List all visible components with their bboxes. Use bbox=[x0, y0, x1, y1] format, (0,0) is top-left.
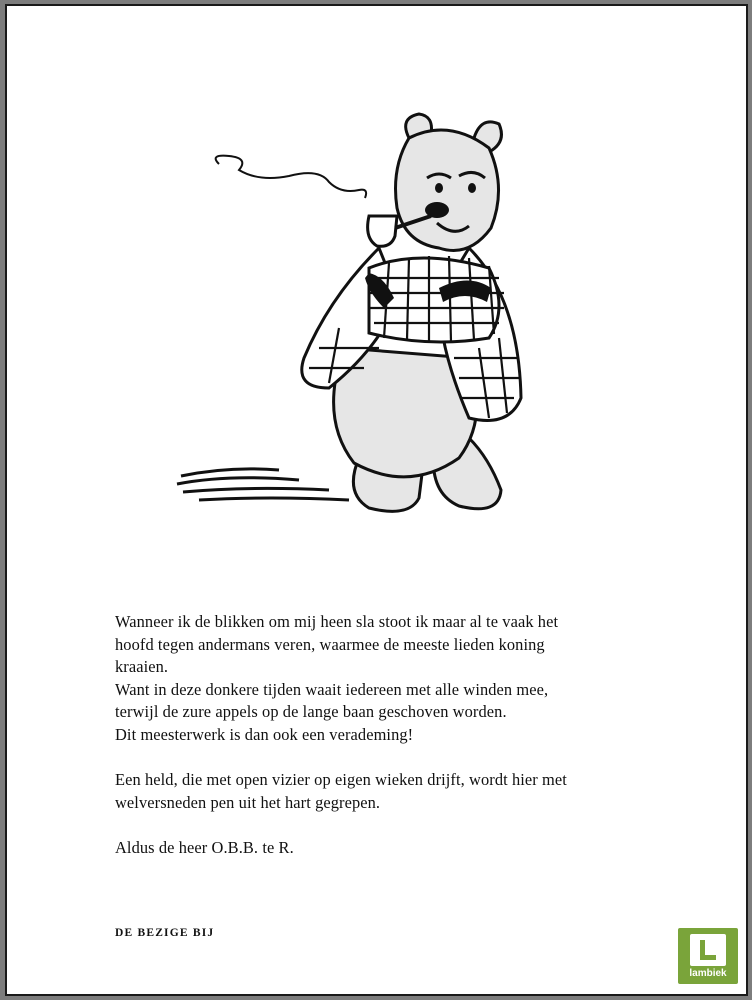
watermark-label: lambiek bbox=[689, 968, 727, 979]
blurb-line: welversneden pen uit het hart gegrepen. bbox=[115, 792, 381, 812]
book-back-cover bbox=[5, 4, 748, 996]
pipe-smoke bbox=[216, 156, 366, 198]
blurb-line: kraaien. bbox=[115, 657, 169, 677]
blurb-line: terwijl de zure appels op de lange baan geschoven worden. bbox=[115, 702, 507, 722]
blurb-line: Want in deze donkere tijden waait iedereen met alle winden mee, bbox=[115, 679, 549, 699]
publisher-imprint: DE BEZIGE BIJ bbox=[115, 927, 215, 939]
shadow bbox=[177, 469, 349, 500]
blurb-line: Wanneer ik de blikken om mij heen sla stoot ik maar al te vaak het bbox=[115, 612, 559, 631]
paragraph-gap bbox=[115, 814, 695, 837]
paragraph-gap bbox=[115, 747, 695, 770]
lambiek-logo-icon bbox=[690, 934, 726, 966]
blurb-line: Dit meesterwerk is dan ook een verademing! bbox=[115, 724, 414, 744]
bear-with-pipe-illustration bbox=[169, 98, 529, 528]
lambiek-watermark bbox=[678, 928, 738, 984]
blurb-line: Een held, die met open vizier op eigen wieken drijft, wordt hier met bbox=[115, 770, 567, 790]
blurb-signature: Aldus de heer O.B.B. te R. bbox=[115, 837, 294, 857]
blurb-line: hoofd tegen andermans veren, waarmee de meeste lieden koning bbox=[115, 634, 545, 654]
bear-head bbox=[396, 114, 502, 251]
blurb-text bbox=[115, 611, 695, 860]
